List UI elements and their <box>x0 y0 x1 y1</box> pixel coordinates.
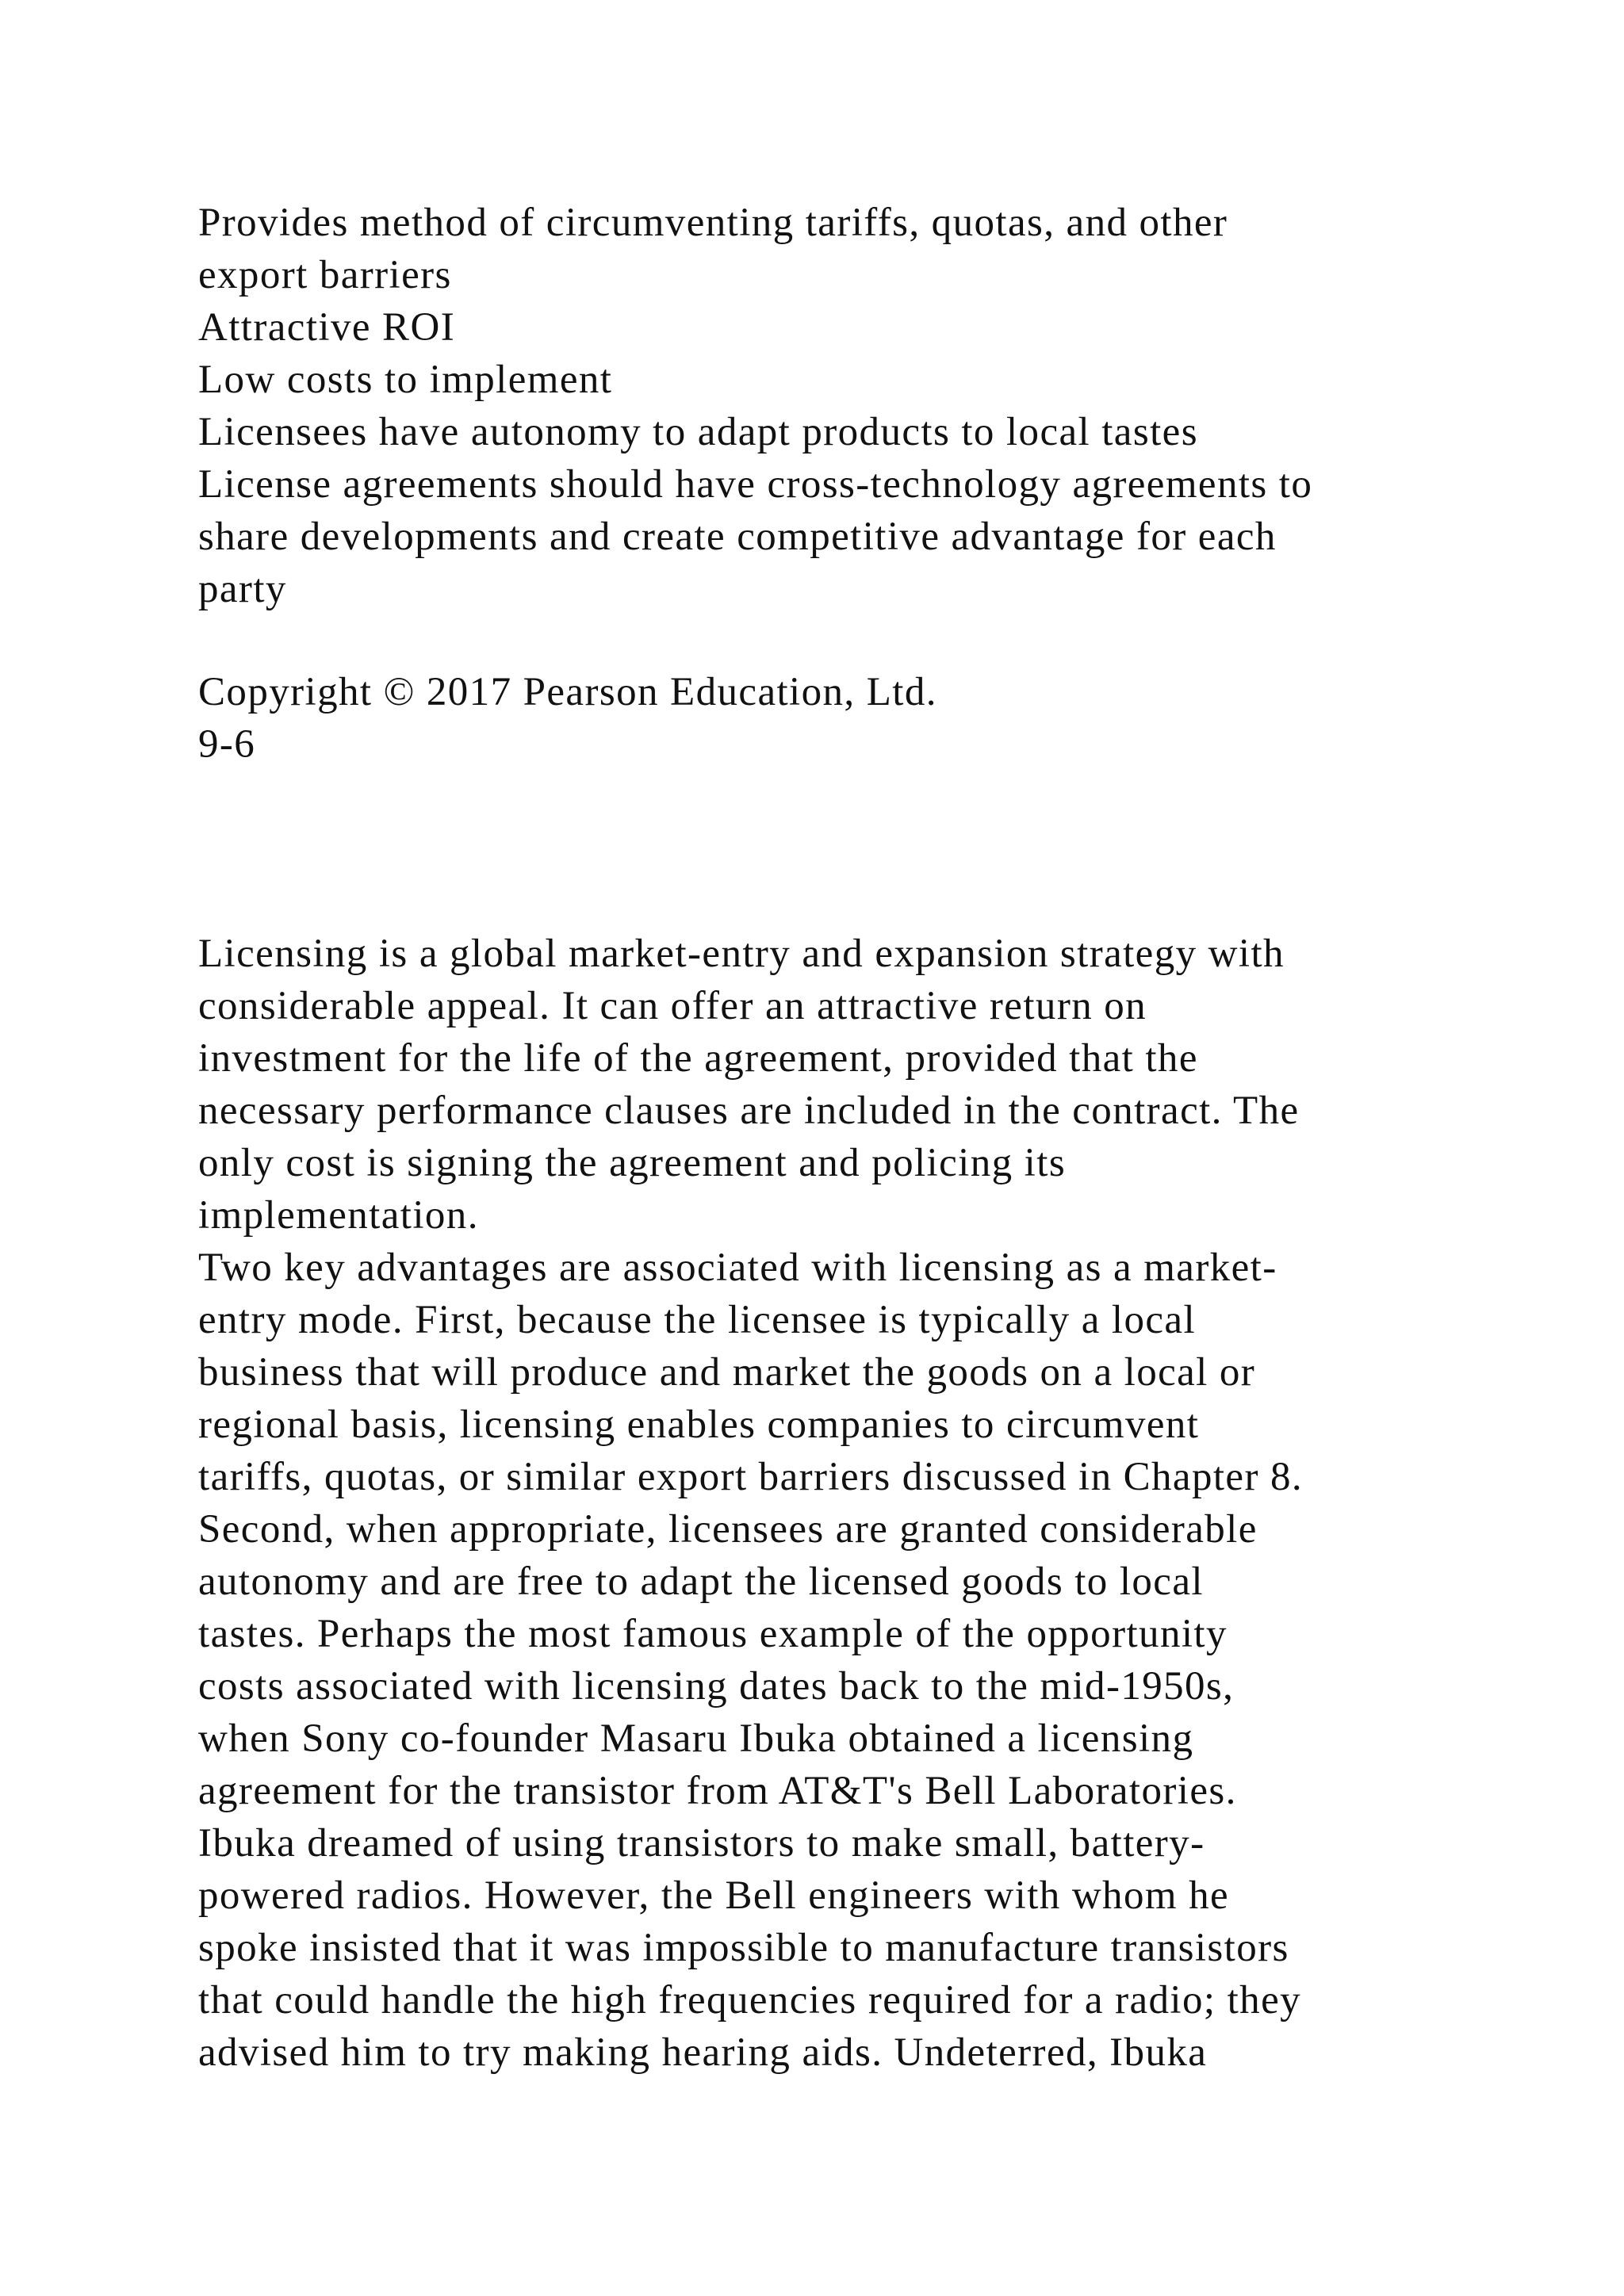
body-line: implementation. <box>198 1193 479 1238</box>
bullet-line: Low costs to implement <box>198 358 613 402</box>
body-line: entry mode. First, because the licensee is typically a local <box>198 1298 1197 1342</box>
body-line: that could handle the high frequencies required for a radio; they <box>198 1978 1302 2022</box>
body-line: when Sony co-founder Masaru Ibuka obtained a licensing <box>198 1716 1194 1761</box>
notes-body-text <box>198 928 1507 2079</box>
bullet-line: Attractive ROI <box>198 305 456 350</box>
body-line: costs associated with licensing dates back to the mid-1950s, <box>198 1664 1235 1709</box>
body-line: spoke insisted that it was impossible to manufacture transistors <box>198 1926 1289 1970</box>
body-line: agreement for the transistor from AT&T's Bell Laboratories. <box>198 1769 1237 1813</box>
slide-footer <box>198 666 1507 771</box>
copyright-notice: Copyright © 2017 Pearson Education, Ltd. <box>198 670 937 714</box>
body-line: Two key advantages are associated with licensing as a market- <box>198 1246 1277 1290</box>
slide-bullet-list <box>198 197 1507 615</box>
body-line: Second, when appropriate, licensees are granted considerable <box>198 1507 1258 1552</box>
body-line: tariffs, quotas, or similar export barriers discussed in Chapter 8. <box>198 1455 1304 1499</box>
body-line: only cost is signing the agreement and policing its <box>198 1141 1067 1185</box>
body-line: Licensing is a global market-entry and expansion strategy with <box>198 932 1285 976</box>
body-line: considerable appeal. It can offer an attractive return on <box>198 984 1147 1028</box>
body-line: necessary performance clauses are included in the contract. The <box>198 1089 1300 1133</box>
body-line: tastes. Perhaps the most famous example of the opportunity <box>198 1612 1228 1656</box>
body-line: advised him to try making hearing aids. Undeterred, Ibuka <box>198 2030 1208 2075</box>
body-line: business that will produce and market the goods on a local or <box>198 1350 1256 1395</box>
bullet-line: Provides method of circumventing tariffs, quotas, and other <box>198 201 1228 245</box>
bullet-line: export barriers <box>198 253 452 297</box>
body-line: powered radios. However, the Bell engineers with whom he <box>198 1873 1230 1918</box>
body-line: autonomy and are free to adapt the licensed goods to local <box>198 1559 1204 1604</box>
body-line: Ibuka dreamed of using transistors to make small, battery- <box>198 1821 1205 1866</box>
bullet-line: share developments and create competitive advantage for each <box>198 515 1277 559</box>
bullet-line: License agreements should have cross-technology agreements to <box>198 462 1313 507</box>
body-line: regional basis, licensing enables companies to circumvent <box>198 1402 1200 1447</box>
bullet-line: Licensees have autonomy to adapt products to local tastes <box>198 410 1198 454</box>
bullet-line: party <box>198 567 287 611</box>
slide-number: 9-6 <box>198 722 256 767</box>
body-line: investment for the life of the agreement, provided that the <box>198 1036 1198 1081</box>
